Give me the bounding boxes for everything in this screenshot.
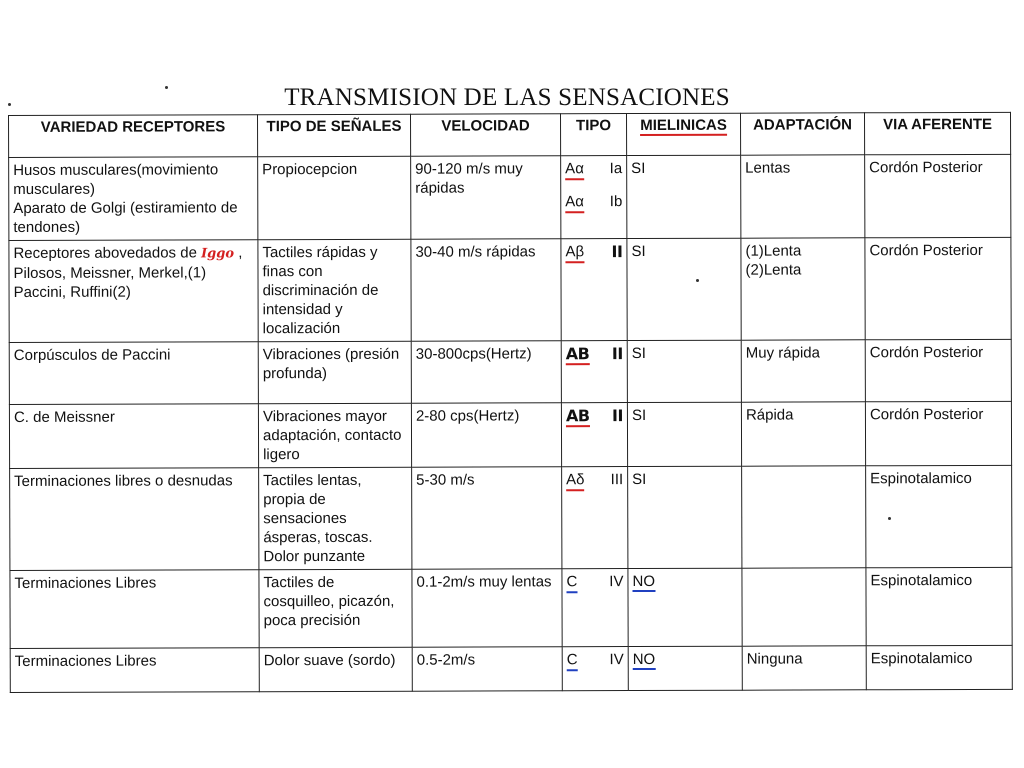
page-title: TRANSMISION DE LAS SENSACIONES xyxy=(284,84,730,111)
cell-tipo: AB II xyxy=(561,341,627,403)
cell-senal: Tactiles rápidas y finas con discriminación de intensidad y localización xyxy=(258,239,411,341)
cell-velocidad: 2-80 cps(Hertz) xyxy=(411,403,561,467)
cell-senal: Vibraciones (presión profunda) xyxy=(258,341,411,403)
cell-mielinica: SI xyxy=(628,466,742,568)
cell-velocidad: 30-40 m/s rápidas xyxy=(411,239,561,341)
scan-speck xyxy=(888,517,891,520)
cell-receptor: Terminaciones Libres xyxy=(10,570,259,649)
cell-tipo: AB II xyxy=(561,403,627,467)
header-tipo: TIPO xyxy=(560,114,626,156)
table-row xyxy=(10,465,1012,570)
scan-speck xyxy=(165,86,168,89)
header-mielinicas: MIELINICAS xyxy=(626,113,740,155)
cell-mielinica: SI xyxy=(627,402,741,466)
cell-receptor: Husos musculares(movimiento musculares) Aparato de Golgi (estiramiento de tendones) xyxy=(9,157,258,241)
cell-receptor: C. de Meissner xyxy=(9,404,258,469)
header-adaptacion: ADAPTACIÓN xyxy=(740,113,864,155)
cell-via: Espinotalamico xyxy=(866,465,1012,567)
cell-adaptacion: Rápida xyxy=(741,402,865,466)
cell-velocidad: 0.1-2m/s muy lentas xyxy=(412,569,562,647)
cell-senal: Tactiles de cosquilleo, picazón, poca precisión xyxy=(259,569,412,647)
scan-speck xyxy=(696,279,699,282)
cell-mielinica: NO xyxy=(628,568,742,646)
scan-speck xyxy=(8,103,11,106)
sensations-table xyxy=(8,112,1013,693)
cell-via: Cordón Posterior xyxy=(865,339,1011,401)
cell-mielinica: SI xyxy=(627,155,741,238)
cell-velocidad: 5-30 m/s xyxy=(412,467,562,569)
cell-tipo: C IV xyxy=(562,647,628,691)
cell-adaptacion: Ninguna xyxy=(742,646,866,690)
cell-mielinica: SI xyxy=(627,340,741,402)
cell-via: Cordón Posterior xyxy=(865,237,1011,339)
cell-via: Cordón Posterior xyxy=(865,154,1011,237)
header-velocidad: VELOCIDAD xyxy=(410,114,560,156)
table-row xyxy=(9,237,1011,342)
cell-tipo: Aβ II xyxy=(561,239,627,341)
cell-tipo: Aα Ia Aα Ib xyxy=(561,156,627,239)
table-row xyxy=(9,401,1011,468)
cell-velocidad: 0.5-2m/s xyxy=(412,647,562,691)
cell-adaptacion xyxy=(742,568,866,646)
cell-receptor: Terminaciones Libres xyxy=(10,648,259,693)
cell-receptor: Corpúsculos de Paccini xyxy=(9,342,258,405)
cell-velocidad: 90-120 m/s muy rápidas xyxy=(411,156,561,239)
cell-adaptacion: Lentas xyxy=(741,155,865,238)
header-via-aferente: VIA AFERENTE xyxy=(864,112,1010,154)
cell-velocidad: 30-800cps(Hertz) xyxy=(411,341,561,403)
cell-senal: Dolor suave (sordo) xyxy=(259,647,412,691)
header-row xyxy=(9,112,1011,157)
handwritten-annotation: Iggo xyxy=(201,246,235,262)
cell-adaptacion: (1)Lenta (2)Lenta xyxy=(741,238,865,340)
cell-adaptacion xyxy=(742,466,866,568)
cell-via: Espinotalamico xyxy=(866,645,1012,689)
table-row xyxy=(10,645,1012,692)
table-row xyxy=(9,339,1011,404)
table-row xyxy=(9,154,1011,240)
cell-receptor: Terminaciones libres o desnudas xyxy=(10,468,259,571)
table-row xyxy=(10,567,1012,648)
cell-adaptacion: Muy rápida xyxy=(741,340,865,402)
cell-via: Espinotalamico xyxy=(866,567,1012,645)
cell-senal: Propiocepcion xyxy=(258,156,411,239)
cell-tipo: Aδ III xyxy=(562,467,628,569)
cell-tipo: C IV xyxy=(562,569,628,647)
cell-senal: Vibraciones mayor adaptación, contacto ligero xyxy=(258,403,411,467)
cell-mielinica: NO xyxy=(628,646,742,690)
cell-mielinica: SI xyxy=(627,238,741,340)
cell-via: Cordón Posterior xyxy=(865,401,1011,465)
header-tipo-senales: TIPO DE SEÑALES xyxy=(258,114,411,156)
header-variedad: VARIEDAD RECEPTORES xyxy=(9,115,258,158)
cell-receptor: Receptores abovedados de Iggo , Pilosos, Meissner, Merkel,(1) Paccini, Ruffini(2) xyxy=(9,240,258,343)
cell-senal: Tactiles lentas, propia de sensaciones ásperas, toscas. Dolor punzante xyxy=(259,467,412,569)
